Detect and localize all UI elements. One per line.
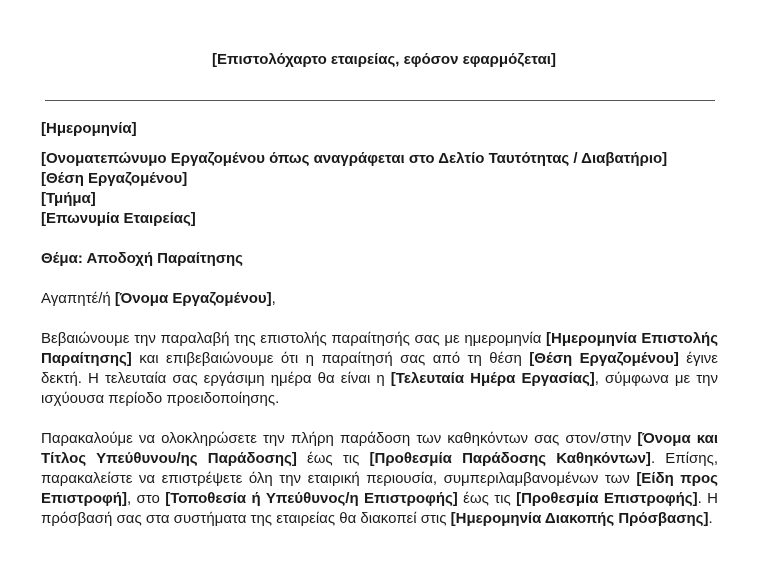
recipient-position: [Θέση Εργαζομένου]: [41, 170, 188, 187]
p2-return-location: [Τοποθεσία ή Υπεύθυνος/η Επιστροφής]: [165, 490, 458, 507]
p2-text-3: . Επίσης, παρακαλείστε να επιστρέψετε όλη την εταιρική περιουσία, συμπεριλαμβανομένων των: [41, 450, 718, 487]
p1-text-4: , σύμφωνα με την ισχύουσα περίοδο προειδοποίησης.: [41, 370, 718, 407]
greeting-prefix: Αγαπητέ/ή: [41, 290, 115, 307]
p2-text-7: .: [708, 510, 713, 527]
greeting-suffix: ,: [271, 290, 276, 307]
recipient-department: [Τμήμα]: [41, 190, 96, 207]
p1-text-1: Βεβαιώνουμε την παραλαβή της επιστολής παραίτησής σας με ημερομηνία: [41, 330, 547, 347]
recipient-company: [Επωνυμία Εταιρείας]: [41, 210, 196, 227]
p1-text-3: έγινε δεκτή. Η τελευταία σας εργάσιμη ημέρα θα είναι η: [41, 350, 718, 387]
p2-text-1: Παρακαλούμε να ολοκληρώσετε την πλήρη παράδοση των καθηκόντων σας στον/στην: [41, 430, 638, 447]
p2-return-deadline: [Προθεσμία Επιστροφής]: [516, 490, 698, 507]
subject-line: Θέμα: Αποδοχή Παραίτησης: [41, 250, 243, 267]
letter-body: [41, 119, 718, 549]
p1-employee-position: [Θέση Εργαζομένου]: [529, 350, 679, 367]
p1-text-2: και επιβεβαιώνουμε ότι η παραίτησή σας από τη θέση: [131, 350, 530, 367]
p2-text-6: . Η πρόσβασή σας στα συστήματα της εταιρείας θα διακοπεί στις: [41, 490, 718, 527]
p2-text-4: , στο: [126, 490, 166, 507]
date-line: [Ημερομηνία]: [41, 120, 137, 137]
p2-text-5: έως τις: [457, 490, 517, 507]
p2-handover-person: [Όνομα και Τίτλος Υπεύθυνου/ης Παράδοσης]: [41, 430, 718, 467]
greeting-name: [Όνομα Εργαζομένου]: [114, 290, 272, 307]
p2-access-termination-date: [Ημερομηνία Διακοπής Πρόσβασης]: [450, 510, 709, 527]
paragraph-confirmation: [41, 329, 718, 409]
p1-resignation-date: [Ημερομηνία Επιστολής Παραίτησης]: [41, 330, 718, 367]
p2-handover-deadline: [Προθεσμία Παράδοσης Καθηκόντων]: [369, 450, 651, 467]
letterhead-placeholder: [Επιστολόχαρτο εταιρείας, εφόσον εφαρμόζεται]: [212, 51, 556, 68]
p2-text-2: έως τις: [296, 450, 370, 467]
recipient-block: [41, 149, 718, 229]
header-divider: [45, 100, 715, 101]
p1-last-working-day: [Τελευταία Ημέρα Εργασίας]: [390, 370, 595, 387]
recipient-name: [Ονοματεπώνυμο Εργαζομένου όπως αναγράφεται στο Δελτίο Ταυτότητας / Διαβατήριο]: [41, 150, 668, 167]
greeting-line: [41, 289, 718, 309]
p2-items-to-return: [Είδη προς Επιστροφή]: [41, 470, 718, 507]
paragraph-handover: [41, 429, 718, 529]
